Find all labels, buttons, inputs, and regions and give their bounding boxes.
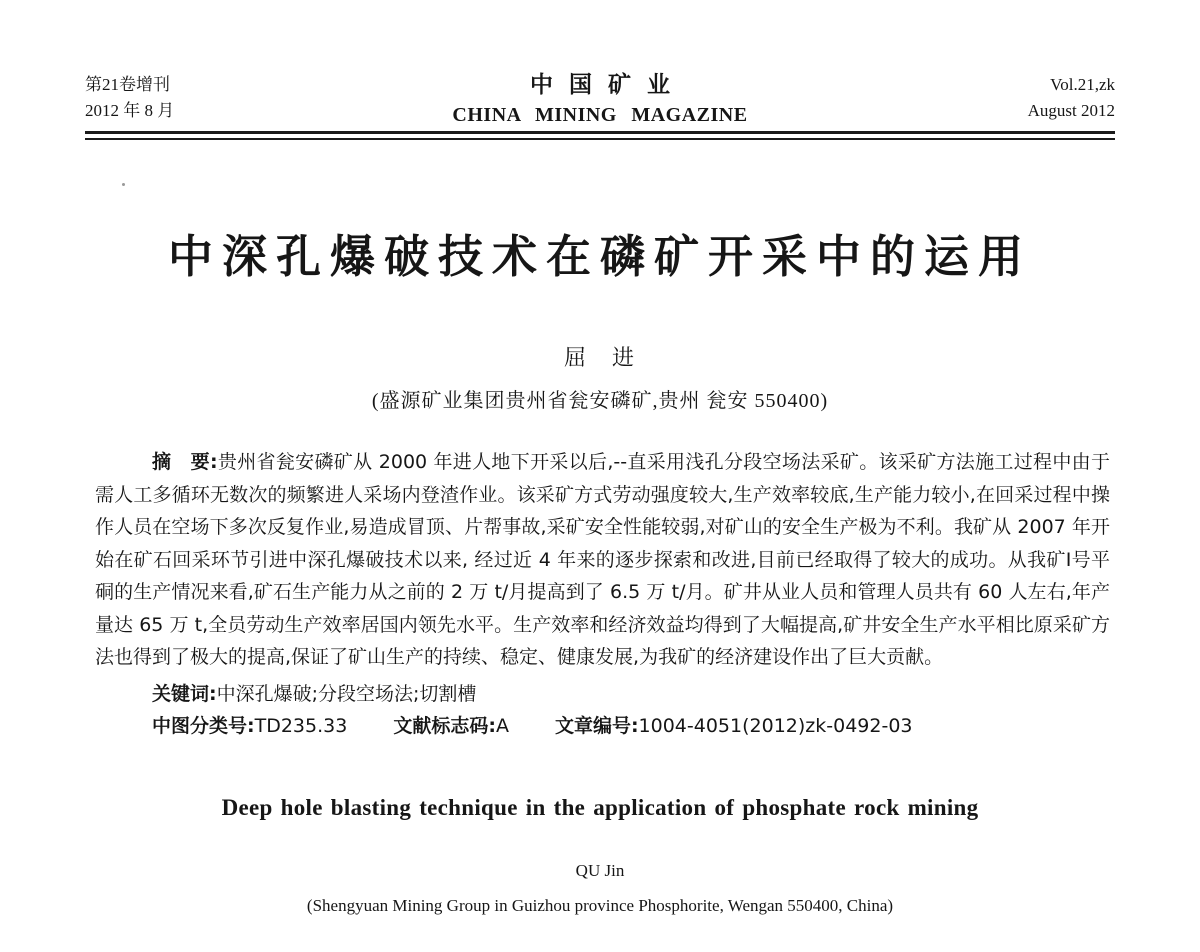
volume-line-zh: 第21卷增刊 [85,75,170,94]
doc-code-value: A [495,715,509,737]
clc-label: 中图分类号: [152,715,255,737]
keywords-line [152,678,1110,711]
keywords-label: 关键词: [152,682,217,705]
author-zh: 屈 进 [563,345,636,370]
issue-info-en [925,72,1115,124]
article-id-value: 1004-4051(2012)zk-0492-03 [638,715,913,737]
date-line-en: August 2012 [1027,101,1115,120]
volume-line-en: Vol.21,zk [1050,75,1115,94]
journal-title-en: CHINA MINING MAGAZINE [452,104,748,126]
journal-masthead [85,72,1115,127]
journal-title-zh: 中国矿业 [530,72,686,97]
scan-artifact-dot [122,183,125,186]
journal-title-block [275,72,925,127]
article-title-zh: 中深孔爆破技术在磷矿开采中的运用 [167,230,1032,283]
abstract-paragraph [95,446,1110,674]
clc-value: TD235.33 [254,715,348,737]
date-line-zh: 2012 年 8 月 [85,101,175,120]
affiliation-zh: (盛源矿业集团贵州省瓮安磷矿,贵州 瓮安 550400) [371,390,829,412]
affiliation-en: (Shengyuan Mining Group in Guizhou province Phosphorite, Wengan 550400, China) [306,896,894,915]
abstract-text: 贵州省瓮安磷矿从 2000 年进人地下开采以后,--直采用浅孔分段空场法采矿。该采矿方法施工过程中由于需人工多循环无数次的频繁进人采场内登渣作业。该采矿方式劳动强度较大,生产效率较底,生产能力较小,在回采过程中操作人员在空场下多次反复作业,易造成冒顶、片帮事故,采矿安全性能较弱,对矿山的安全生产极为不利。我矿从 2007 年开始在矿石回采环节引进中深孔爆破技术以来, 经过近 4 年来的逐步探索和改进,目前已经取得了较大的成功。从我矿Ⅰ号平硐的生产情况来看,矿石生产能力从之前的 2 万 t/月提高到了 6.5 万 t/月。矿井从业人员和管理人员共有 60 人左右,年产量达 65 万 t,全员劳动生产效率居国内领先水平。生产效率和经济效益均得到了大幅提高,矿井安全生产水平相比原采矿方法也得到了极大的提高,保证了矿山生产的持续、稳定、健康发展,为我矿的经济建设作出了巨大贡献。 [95,451,1111,668]
header-rule [85,131,1115,140]
volume-info-zh [85,72,275,124]
author-en: QU Jin [575,861,625,880]
classification-line [152,710,1110,743]
article-title-en: Deep hole blasting technique in the application of phosphate rock mining [221,795,979,820]
abstract-section [95,446,1110,743]
abstract-label: 摘 要: [152,451,218,473]
doc-code-label: 文献标志码: [393,715,496,737]
article-id-label: 文章编号: [554,715,639,737]
keywords-text: 中深孔爆破;分段空场法;切割槽 [216,682,477,705]
